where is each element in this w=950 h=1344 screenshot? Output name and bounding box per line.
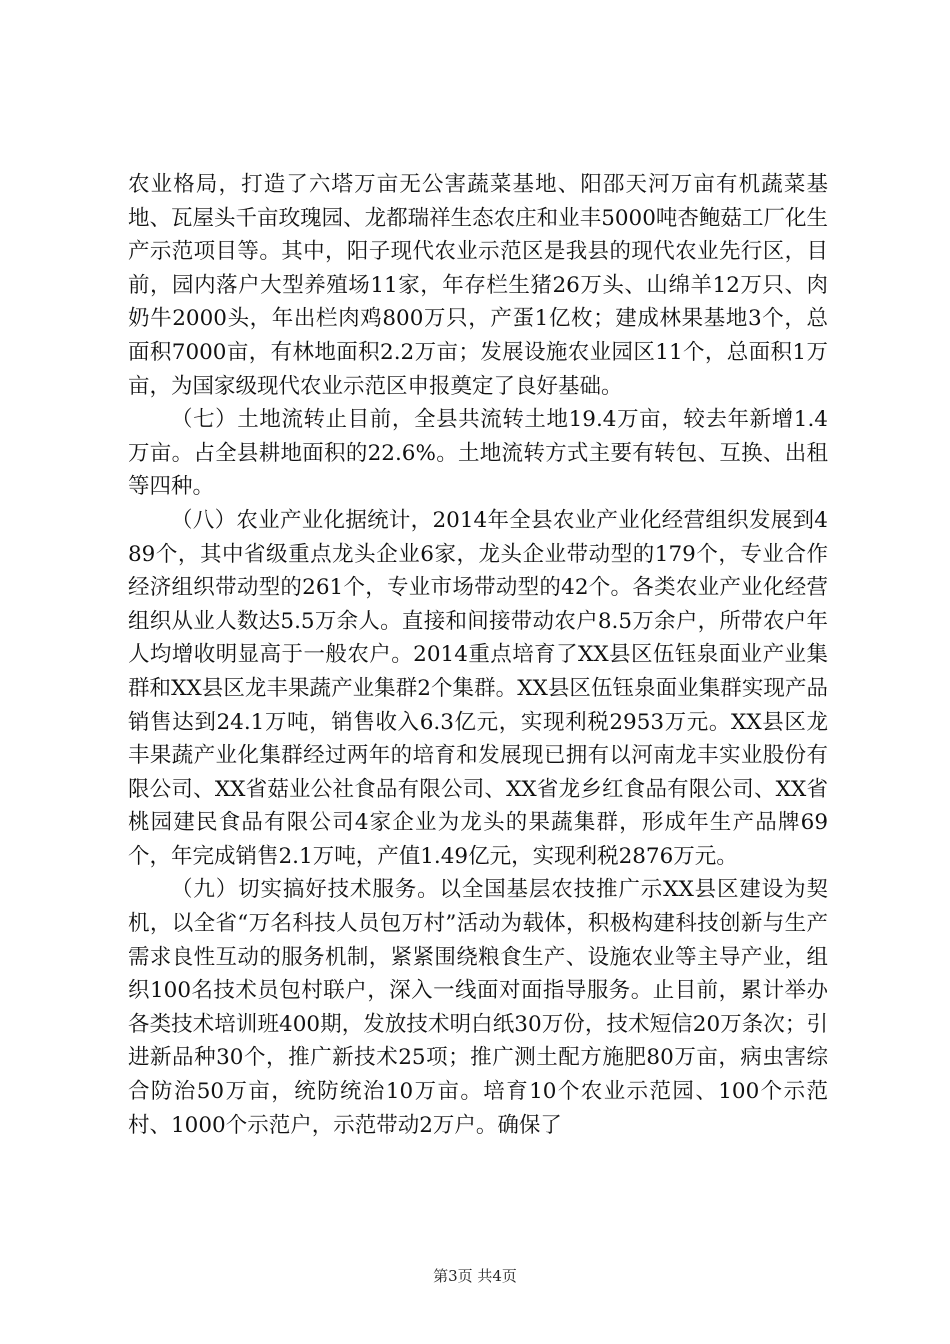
document-body [128, 168, 828, 1142]
page-footer: 第3页 共4页 [433, 1267, 517, 1285]
paragraph-land-transfer: （七）土地流转止目前，全县共流转土地19.4万亩，较去年新增1.4万亩。占全县耕地面积的22.6%。土地流转方式主要有转包、互换、出租等四种。 [128, 407, 828, 500]
paragraph-industrialization: （八）农业产业化据统计，2014年全县农业产业化经营组织发展到489个，其中省级重点龙头企业6家，龙头企业带动型的179个，专业合作经济组织带动型的261个，专业市场带动型的42个。各类农业产业化经营组织从业人数达5.5万余人。直接和间接带动农户8.5万余户，所带农户年人均增收明显高于一般农户。2014重点培育了XX县区伍钰泉面业产业集群和XX县区龙丰果蔬产业集群2个集群。XX县区伍钰泉面业集群实现产品销售达到24.1万吨，销售收入6.3亿元，实现利税2953万元。XX县区龙丰果蔬产业化集群经过两年的培育和发展现已拥有以河南龙丰实业股份有限公司、XX省菇业公社食品有限公司、XX省龙乡红食品有限公司、XX省桃园建民食品有限公司4家企业为龙头的果蔬集群，形成年生产品牌69个，年完成销售2.1万吨，产值1.49亿元，实现利税2876万元。 [128, 507, 828, 869]
paragraph-technical-service: （九）切实搞好技术服务。以全国基层农技推广示XX县区建设为契机，以全省“万名科技人员包万村”活动为载体，积极构建科技创新与生产需求良性互动的服务机制，紧紧围绕粮食生产、设施农业等主导产业，组织100名技术员包村联户，深入一线面对面指导服务。止目前，累计举办各类技术培训班400期，发放技术明白纸30万份，技术短信20万条次；引进新品种30个，推广新技术25项；推广测土配方施肥80万亩，病虫害综合防治50万亩，统防统治10万亩。培育10个农业示范园、100个示范村、1000个示范户，示范带动2万户。确保了 [128, 877, 828, 1138]
paragraph-continuation: 农业格局，打造了六塔万亩无公害蔬菜基地、阳邵天河万亩有机蔬菜基地、瓦屋头千亩玫瑰园、龙都瑞祥生态农庄和业丰5000吨杏鲍菇工厂化生产示范项目等。其中，阳子现代农业示范区是我县的现代农业先行区，目前，园内落户大型养殖场11家，年存栏生猪26万头、山绵羊12万只、肉奶牛2000头，年出栏肉鸡800万只，产蛋1亿枚；建成林果基地3个，总面积7000亩，有林地面积2.2万亩；发展设施农业园区11个，总面积1万亩，为国家级现代农业示范区申报奠定了良好基础。 [128, 172, 828, 399]
